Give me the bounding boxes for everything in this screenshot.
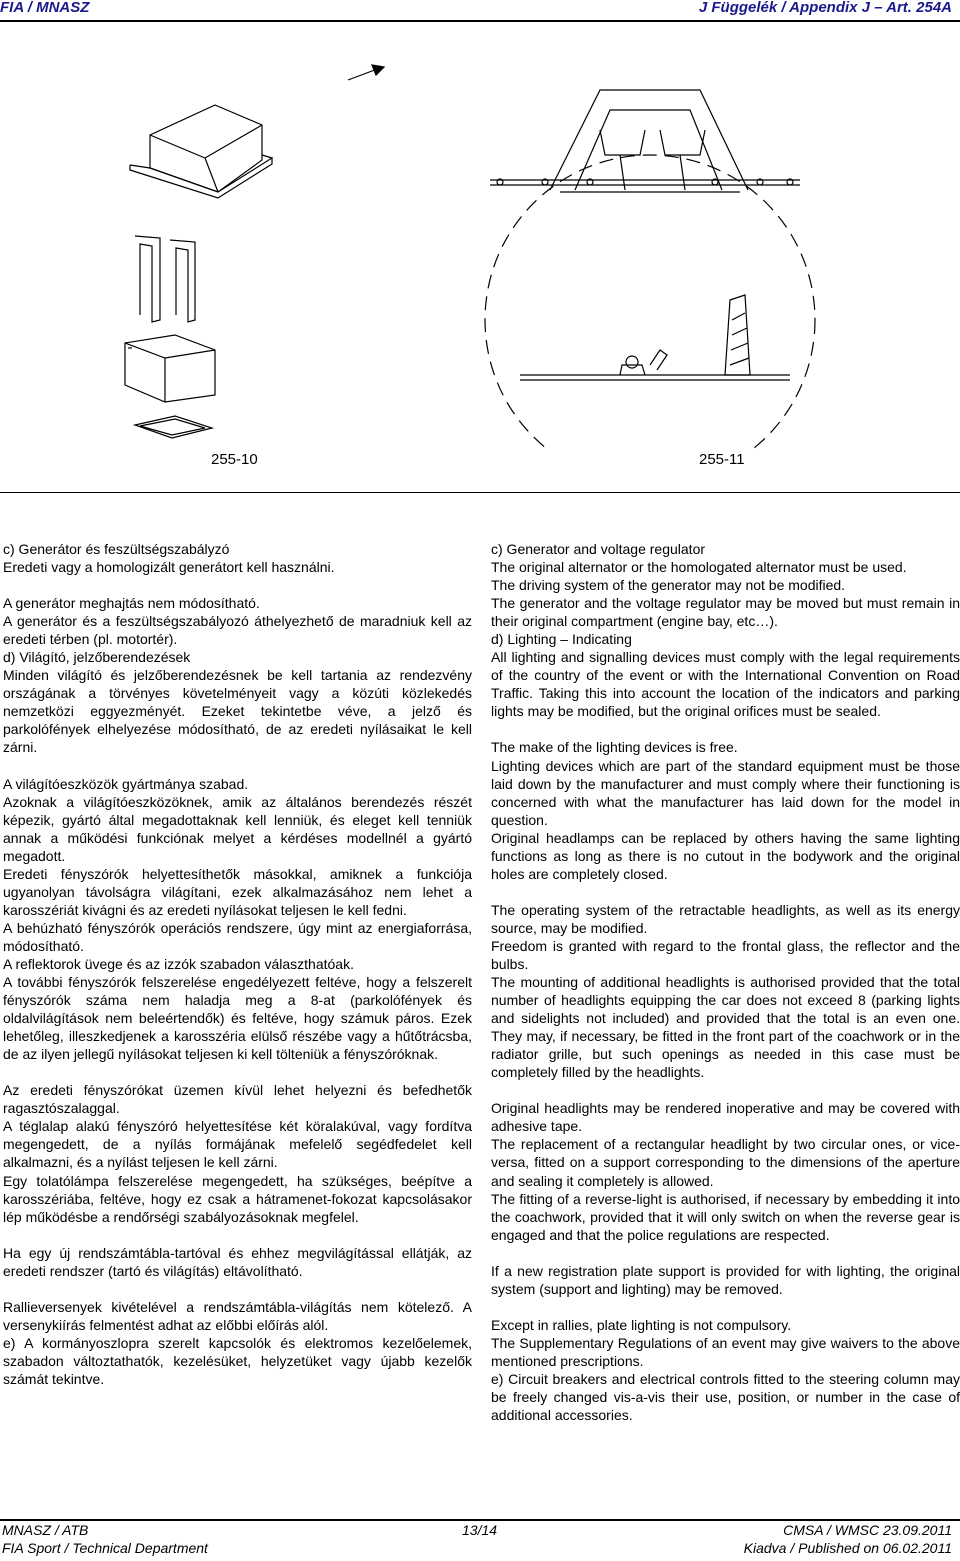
blank-line [491,1298,960,1316]
paragraph: The replacement of a rectangular headlight by two circular ones, or vice-versa, fitted on a support corresponding to the dimensions of the aperture and sealing it completely is allowed. [491,1136,960,1189]
drawing-255-11 [485,90,815,450]
drawing-255-10 [125,65,384,438]
paragraph: If a new registration plate support is provided for with lighting, the original system (support and lighting) may be removed. [491,1262,960,1297]
blank-line [491,1081,960,1099]
paragraph: Lighting devices which are part of the standard equipment must be those laid down by the manufacturer and must comply where their functioning is concerned with what the manufacturer has laid down for the model in question. [491,757,960,828]
footer-divider [0,1519,960,1521]
paragraph: A reflektorok üvege és az izzók szabadon választhatóak. [3,955,354,972]
paragraph: All lighting and signalling devices must comply with the legal requirements of the country of the event or with the International Convention on Road Traffic. Taking this into account the location of the indicators and parking lights may be modified, but the original orifices must be sealed. [491,649,960,720]
footer-right-1: CMSA / WMSC 23.09.2011 [783,1522,952,1538]
paragraph: c) Generátor és feszültségszabályzó [3,541,230,557]
paragraph: c) Generator and voltage regulator [491,541,706,557]
blank-line [491,1244,960,1262]
blank-line [491,720,960,738]
paragraph: Original headlights may be rendered inoperative and may be covered with adhesive tape. [491,1100,960,1135]
page-header [0,0,960,22]
paragraph: The Supplementary Regulations of an event may give waivers to the above mentioned prescriptions. [491,1334,960,1369]
footer-right-2: Kiadva / Published on 06.02.2011 [743,1540,952,1556]
paragraph: Eredeti vagy a homologizált generátort kell használni. [3,559,335,576]
paragraph: d) Lighting – Indicating [491,631,632,648]
header-left: FIA / MNASZ [0,0,90,16]
blank-line [3,1280,472,1298]
paragraph: e) Circuit breakers and electrical controls fitted to the steering column may be freely changed vis-a-vis their use, position, or number in the case of additional accessories. [491,1370,960,1424]
paragraph: A generátor és a feszültségszabályozó áthelyezhető de maradniuk kell az eredeti térben (pl. motortér). [3,613,472,648]
paragraph: Egy tolatólámpa felszerelése megengedett, ha szükséges, beépítve a karosszériába, feltéve, hogy ez csak a hátramenet-fokozat kapcsolásakor lép működésbe a rendőrségi szabályozásoknak megfelel. [3,1172,472,1225]
paragraph: The driving system of the generator may not be modified. [491,577,846,594]
figure-label-255-10: 255-10 [211,451,258,468]
paragraph: A generátor meghajtás nem módosítható. [3,595,260,612]
paragraph: Azoknak a világítóeszközöknek, amik az általános berendezés részét képezik, gyártó által megadottaknak kell lenniük, és eleget kell tenniük annak a működési funkciónak melyet a kérdéses modellnél a gyártó megadott. [3,793,472,864]
paragraph: Az eredeti fényszórókat üzemen kívül lehet helyezni és befedhetők ragasztószalaggal. [3,1082,472,1117]
blank-line [3,1063,472,1081]
paragraph: A téglalap alakú fényszóró helyettesítése két köralakúval, vagy fordítva megengedett, de a nyílás formájának mefelelő segédfedelet kell alkalmazni, és a nyílást teljesen le kell zárni. [3,1118,472,1171]
paragraph: The mounting of additional headlights is authorised provided that the total number of headlights equipping the car does not exceed 8 (parking lights and sidelights not included) and provided that the total is an even one. They may, if necessary, be fitted in the front part of the coachwork or in the radiator grille, but such openings as needed in this case must be completely filled by the headlights. [491,974,960,1081]
paragraph: Except in rallies, plate lighting is not compulsory. [491,1316,792,1333]
paragraph: Rallieversenyek kivételével a rendszámtábla-világítás nem kötelező. A versenykiírás felmentést adhat az előbbi előírás alól. [3,1298,472,1333]
paragraph: Original headlamps can be replaced by others having the same lighting functions as long as there is no cutout in the bodywork and the original holes are completely closed. [491,829,960,882]
figure-label-255-11: 255-11 [699,451,745,468]
paragraph: e) A kormányoszlopra szerelt kapcsolók és elektromos kezelőelemek, szabadon változtathatók, kezelésüket, helyzetüket vagy újabb kezelők számát tekintve. [3,1334,472,1387]
paragraph: A világítóeszközök gyártmánya szabad. [3,775,249,792]
header-right: J Függelék / Appendix J – Art. 254A [698,0,952,16]
english-column [491,540,960,1424]
footer-left-1: MNASZ / ATB [2,1522,89,1538]
technical-drawings [0,30,960,450]
blank-line [491,883,960,901]
paragraph: The operating system of the retractable headlights, as well as its energy source, may be modified. [491,901,960,936]
paragraph: The fitting of a reverse-light is authorised, if necessary by embedding it into the coachwork, provided that it will only switch on when the reverse gear is engaged and that the police regulations are respected. [491,1190,960,1243]
blank-line [3,757,472,775]
hungarian-column [3,540,472,1388]
paragraph: Freedom is granted with regard to the frontal glass, the reflector and the bulbs. [491,937,960,972]
paragraph: A behúzható fényszórók operációs rendszere, úgy mint az energiaforrása, módosítható. [3,919,472,954]
section-divider [0,492,960,493]
paragraph: The original alternator or the homologated alternator must be used. [491,559,907,576]
blank-line [3,1226,472,1244]
blank-line [3,576,472,594]
paragraph: The make of the lighting devices is free. [491,739,738,756]
paragraph: Eredeti fényszórók helyettesíthetők másokkal, amiknek a funkciója ugyanolyan távolságra világítani, ezek alkalmazásához nem lehet a karosszériát kivágni és az eredeti nyílásokat teljesen le kell fedni. [3,865,472,918]
paragraph: A további fényszórók felszerelése engedélyezett feltéve, hogy a felszerelt fényszórók száma nem haladja meg a 8-at (parkolófények és oldalvilágítások nem beleértendők) és feltéve, hogy számuk páros. Ezek lehetőleg, illeszkedjenek a karosszéria elülső részébe vagy a hűtőtrácsba, de az ilyen jellegű nyílásokat teljesen ki kell tölteniük a fényszóróknak. [3,974,472,1063]
paragraph: Ha egy új rendszámtábla-tartóval és ehhez megvilágítással ellátják, az eredeti rendszer (tartó és világítás) eltávolítható. [3,1244,472,1279]
paragraph: The generator and the voltage regulator may be moved but must remain in their original compartment (engine bay, etc…). [491,595,960,630]
paragraph: d) Világító, jelzőberendezések [3,649,191,666]
paragraph: Minden világító és jelzőberendezésnek be kell tartania az rendezvény országának a törvényes követelményeit vagy a közúti közlekedés nemzetközi eggyezményét. Ezeket tekintetbe véve, a jelző és parkolófények elhelyezése módosítható, de az eredeti nyílásaikat le kell zárni. [3,667,472,756]
page-number: 13/14 [462,1522,498,1538]
footer-left-2: FIA Sport / Technical Department [2,1540,208,1556]
